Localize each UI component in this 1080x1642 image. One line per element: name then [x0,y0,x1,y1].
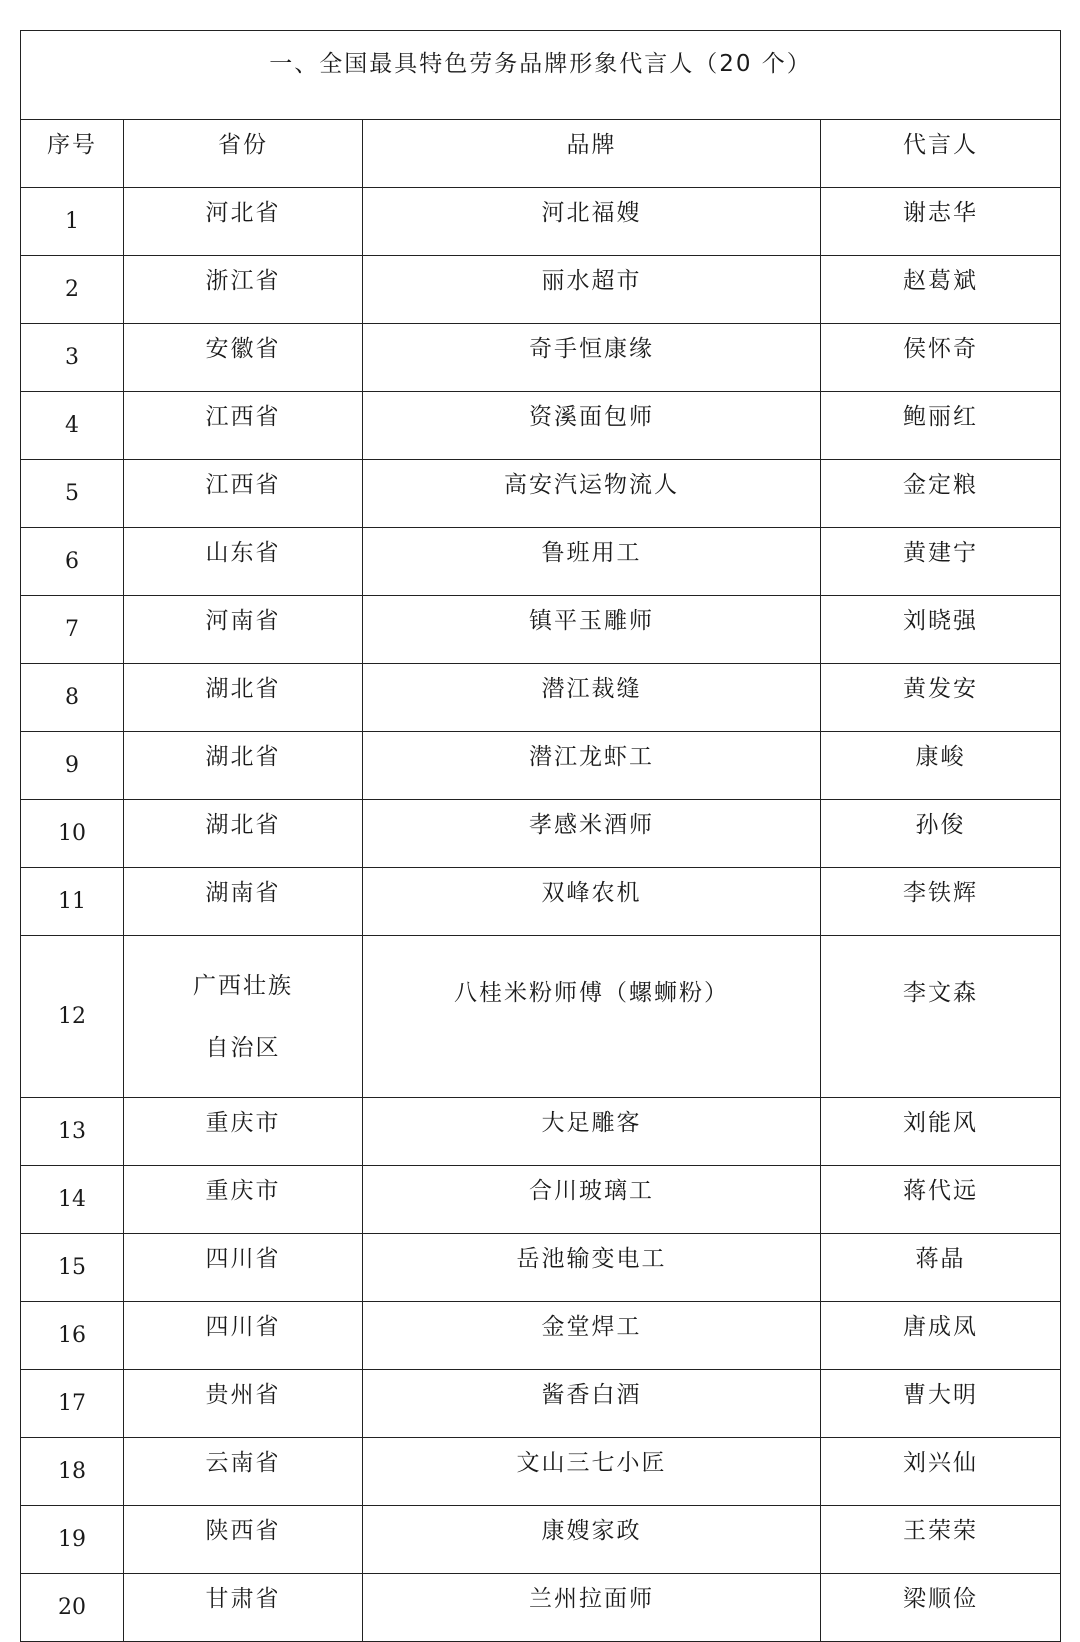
brand-cell: 丽水超市 [363,256,821,324]
spokesperson-cell: 刘能风 [821,1098,1061,1166]
province-cell [124,936,363,1098]
seq-cell: 14 [21,1166,124,1234]
table-body [21,188,1061,1642]
province-cell: 河北省 [124,188,363,256]
seq-cell: 11 [21,868,124,936]
brand-cell: 康嫂家政 [363,1506,821,1574]
seq-cell: 12 [21,936,124,1098]
spokesperson-cell: 蒋代远 [821,1166,1061,1234]
header-row [21,120,1061,188]
table-title: 一、全国最具特色劳务品牌形象代言人（20 个） [21,31,1061,120]
spokesperson-cell: 黄建宁 [821,528,1061,596]
province-cell: 安徽省 [124,324,363,392]
seq-cell: 10 [21,800,124,868]
province-line-2: 自治区 [205,1034,281,1061]
spokesperson-cell: 赵葛斌 [821,256,1061,324]
table-row [21,664,1061,732]
brand-cell: 潜江裁缝 [363,664,821,732]
table-row [21,800,1061,868]
spokesperson-cell: 黄发安 [821,664,1061,732]
table-row [21,1234,1061,1302]
seq-cell: 1 [21,188,124,256]
brand-cell: 兰州拉面师 [363,1574,821,1642]
province-cell: 江西省 [124,460,363,528]
province-cell: 湖北省 [124,800,363,868]
province-cell: 山东省 [124,528,363,596]
table-row [21,1166,1061,1234]
table-row [21,936,1061,1098]
table-row [21,1098,1061,1166]
table-row [21,1370,1061,1438]
table-row [21,256,1061,324]
seq-cell: 9 [21,732,124,800]
spokesperson-cell: 鲍丽红 [821,392,1061,460]
spokesperson-cell: 曹大明 [821,1370,1061,1438]
spokesperson-cell: 谢志华 [821,188,1061,256]
seq-cell: 20 [21,1574,124,1642]
province-cell: 湖北省 [124,732,363,800]
spokesperson-cell: 唐成凤 [821,1302,1061,1370]
header-spokesperson: 代言人 [821,120,1061,188]
table-row [21,460,1061,528]
spokesperson-cell: 刘晓强 [821,596,1061,664]
brand-cell: 高安汽运物流人 [363,460,821,528]
seq-cell: 8 [21,664,124,732]
brand-cell: 镇平玉雕师 [363,596,821,664]
spokesperson-cell: 康峻 [821,732,1061,800]
header-seq: 序号 [21,120,124,188]
seq-cell: 13 [21,1098,124,1166]
spokesperson-cell: 王荣荣 [821,1506,1061,1574]
title-row [21,31,1061,120]
seq-cell: 16 [21,1302,124,1370]
spokesperson-cell: 孙俊 [821,800,1061,868]
brand-cell: 岳池输变电工 [363,1234,821,1302]
province-cell: 湖北省 [124,664,363,732]
brand-cell: 潜江龙虾工 [363,732,821,800]
province-cell: 浙江省 [124,256,363,324]
province-cell: 河南省 [124,596,363,664]
seq-cell: 5 [21,460,124,528]
spokesperson-cell: 蒋晶 [821,1234,1061,1302]
table-row [21,1438,1061,1506]
province-cell: 湖南省 [124,868,363,936]
spokesperson-cell: 李铁辉 [821,868,1061,936]
province-cell: 江西省 [124,392,363,460]
seq-cell: 17 [21,1370,124,1438]
header-brand: 品牌 [363,120,821,188]
province-cell: 四川省 [124,1234,363,1302]
table-row [21,1574,1061,1642]
brand-cell: 双峰农机 [363,868,821,936]
table-row [21,868,1061,936]
brand-cell: 文山三七小匠 [363,1438,821,1506]
spokesperson-cell: 侯怀奇 [821,324,1061,392]
table-row [21,324,1061,392]
header-province: 省份 [124,120,363,188]
seq-cell: 15 [21,1234,124,1302]
brand-cell: 河北福嫂 [363,188,821,256]
seq-cell: 18 [21,1438,124,1506]
spokesperson-cell: 梁顺俭 [821,1574,1061,1642]
spokesperson-cell: 金定粮 [821,460,1061,528]
spokesperson-table [20,30,1061,1642]
brand-cell: 合川玻璃工 [363,1166,821,1234]
seq-cell: 19 [21,1506,124,1574]
province-cell: 云南省 [124,1438,363,1506]
province-cell: 四川省 [124,1302,363,1370]
table-row [21,392,1061,460]
brand-cell: 孝感米酒师 [363,800,821,868]
province-line-1: 广西壮族 [193,972,293,999]
seq-cell: 7 [21,596,124,664]
seq-cell: 4 [21,392,124,460]
seq-cell: 2 [21,256,124,324]
table-row [21,188,1061,256]
brand-cell: 八桂米粉师傅（螺蛳粉） [363,936,821,1098]
spokesperson-cell: 刘兴仙 [821,1438,1061,1506]
brand-cell: 资溪面包师 [363,392,821,460]
province-cell: 贵州省 [124,1370,363,1438]
province-cell: 重庆市 [124,1098,363,1166]
table-row [21,528,1061,596]
brand-cell: 奇手恒康缘 [363,324,821,392]
table-row [21,1302,1061,1370]
province-cell: 陕西省 [124,1506,363,1574]
seq-cell: 3 [21,324,124,392]
brand-cell: 鲁班用工 [363,528,821,596]
document [20,30,1060,1620]
brand-cell: 大足雕客 [363,1098,821,1166]
table-row [21,732,1061,800]
province-cell: 甘肃省 [124,1574,363,1642]
spokesperson-cell: 李文森 [821,936,1061,1098]
brand-cell: 酱香白酒 [363,1370,821,1438]
brand-cell: 金堂焊工 [363,1302,821,1370]
table-row [21,596,1061,664]
province-cell: 重庆市 [124,1166,363,1234]
seq-cell: 6 [21,528,124,596]
